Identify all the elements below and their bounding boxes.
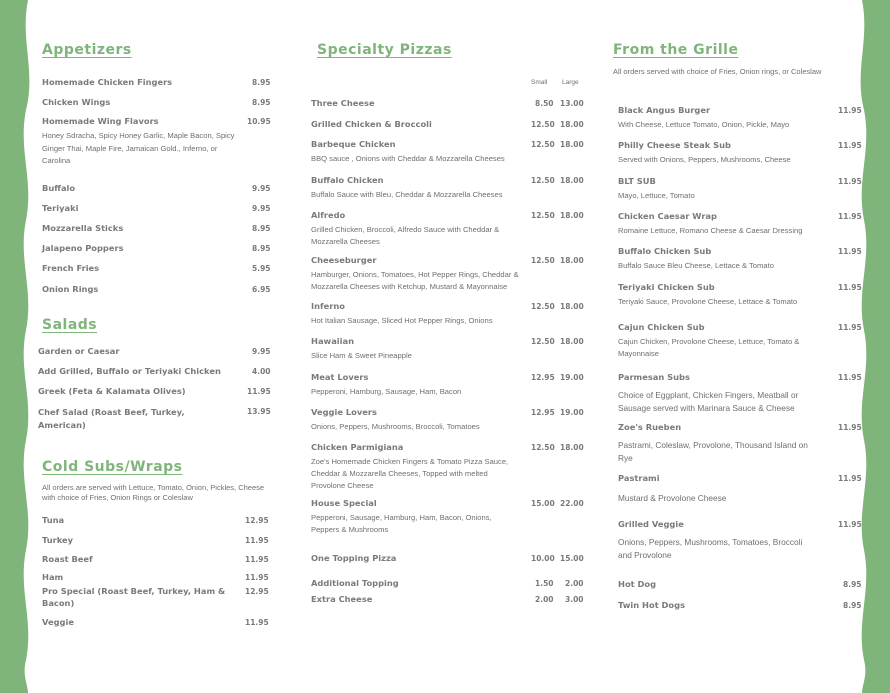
price-small: 1.50 (535, 579, 554, 588)
price-small: 12.95 (531, 373, 555, 382)
item-price: 11.95 (838, 177, 862, 186)
item-price: 8.95 (252, 244, 271, 253)
item-description: Hot Italian Sausage, Sliced Hot Pepper Rings, Onions (311, 316, 493, 325)
menu-item: Zoe's Rueben Pastrami, Coleslaw, Provolone, Thousand Island on Rye (618, 422, 823, 464)
item-description: Pepperoni, Sausage, Hamburg, Ham, Bacon, Onions, Peppers & Mushrooms (311, 513, 492, 534)
menu-item: Greek (Feta & Kalamata Olives) (38, 386, 186, 396)
menu-item: Teriyaki (42, 203, 79, 213)
menu-item: Grilled Veggie Onions, Peppers, Mushrooms, Tomatoes, Broccoli and Provolone (618, 519, 803, 560)
price-small: 12.95 (531, 408, 555, 417)
item-price: 10.95 (247, 117, 271, 126)
item-price: 6.95 (252, 285, 271, 294)
item-price: 12.95 (245, 516, 269, 525)
item-price: 12.95 (245, 587, 269, 596)
item-description: Onions, Peppers, Mushrooms, Broccoli, Tomatoes (311, 422, 480, 431)
item-description: BBQ sauce , Onions with Cheddar & Mozzarella Cheeses (311, 154, 505, 163)
item-price: 8.95 (252, 224, 271, 233)
price-small: 8.50 (535, 99, 554, 108)
menu-item: Turkey (42, 535, 74, 545)
item-description: With Cheese, Lettuce Tomato, Onion, Pickle, Mayo (618, 120, 790, 129)
size-large-header: Large (562, 79, 579, 86)
item-description: Onions, Peppers, Mushrooms, Tomatoes, Broccoli and Provolone (618, 537, 803, 560)
price-large: 22.00 (560, 499, 584, 508)
price-large: 18.00 (560, 256, 584, 265)
menu-item: Roast Beef (42, 554, 93, 564)
item-price: 11.95 (838, 474, 862, 483)
price-large: 19.00 (560, 408, 584, 417)
item-price: 11.95 (838, 423, 862, 432)
menu-item: Black Angus Burger With Cheese, Lettuce Tomato, Onion, Pickle, Mayo (618, 105, 828, 131)
menu-item: Chicken Caesar Wrap Romaine Lettuce, Romano Cheese & Caesar Dressing (618, 211, 828, 237)
item-price: 8.95 (252, 98, 271, 107)
price-small: 15.00 (531, 499, 555, 508)
price-small: 12.50 (531, 140, 555, 149)
item-price: 11.95 (245, 573, 269, 582)
menu-item: Garden or Caesar (38, 346, 120, 356)
price-large: 13.00 (560, 99, 584, 108)
item-description: Grilled Chicken, Broccoli, Alfredo Sauce with Cheddar & Mozzarella Cheeses (311, 225, 500, 246)
item-description: Slice Ham & Sweet Pineapple (311, 351, 412, 360)
menu-item: Buffalo Chicken Sub Buffalo Sauce Bleu Cheese, Lettace & Tomato (618, 246, 828, 272)
menu-item: Veggie (42, 617, 74, 627)
appetizers-title: Appetizers (42, 42, 132, 58)
price-large: 18.00 (560, 443, 584, 452)
menu-item: Onion Rings (42, 284, 99, 294)
item-description: Buffalo Sauce Bleu Cheese, Lettace & Tomato (618, 261, 774, 270)
item-price: 5.95 (252, 264, 271, 273)
item-price: 11.95 (245, 618, 269, 627)
item-price: 13.95 (247, 407, 271, 416)
menu-item: Buffalo (42, 183, 76, 193)
item-description: Choice of Eggplant, Chicken Fingers, Meatball or Sausage served with Marinara Sauce & Cheese (618, 390, 799, 413)
menu-item: Parmesan Subs Choice of Eggplant, Chicken Fingers, Meatball or Sausage served with Marinara Sauce & Cheese (618, 372, 823, 414)
menu-item: Barbeque Chicken BBQ sauce , Onions with Cheddar & Mozzarella Cheeses (311, 139, 526, 165)
price-large: 3.00 (565, 595, 584, 604)
pizzas-title: Specialty Pizzas (317, 42, 452, 58)
menu-item: Three Cheese (311, 98, 375, 108)
item-price: 11.95 (838, 520, 862, 529)
price-large: 15.00 (560, 554, 584, 563)
item-description: Hamburger, Onions, Tomatoes, Hot Pepper Rings, Cheddar & Mozzarella Cheeses with Ketchup, Mustard & Mayonnaise (311, 270, 519, 291)
menu-item: Hawaiian Slice Ham & Sweet Pineapple (311, 336, 526, 362)
price-small: 12.50 (531, 256, 555, 265)
menu-item: Meat Lovers Pepperoni, Hamburg, Sausage, Ham, Bacon (311, 372, 526, 398)
item-price: 11.95 (838, 247, 862, 256)
menu-item: French Fries (42, 263, 100, 273)
price-large: 19.00 (560, 373, 584, 382)
cold-subs-title: Cold Subs/Wraps (42, 459, 183, 475)
item-price: 11.95 (838, 141, 862, 150)
menu-item: Pro Special (Roast Beef, Turkey, Ham & Bacon) (42, 586, 226, 608)
menu-item: Grilled Chicken & Broccoli (311, 119, 432, 129)
item-price: 11.95 (838, 212, 862, 221)
item-description: Zoe's Homemade Chicken Fingers & Tomato Pizza Sauce, Cheddar & Mozzarella Cheeses, Topped with melted Provolone Cheese (311, 457, 509, 490)
menu-item: Chicken Wings (42, 97, 111, 107)
price-large: 2.00 (565, 579, 584, 588)
menu-item: Additional Topping (311, 578, 399, 588)
cold-subs-note: All orders are served with Lettuce, Tomato, Onion, Pickles, Cheese with choice of Fries, Onion Rings or Coleslaw (42, 483, 265, 502)
menu-item: Pastrami Mustard & Provolone Cheese (618, 473, 823, 505)
menu-item: Veggie Lovers Onions, Peppers, Mushrooms, Broccoli, Tomatoes (311, 407, 526, 433)
menu-item: Homemade Wing Flavors Honey Sdracha, Spicy Honey Garlic, Maple Bacon, Spicy Ginger Thai, Maple Fire, Jamaican Gold., Inferno, or Carolina (42, 116, 242, 168)
item-price: 9.95 (252, 204, 271, 213)
item-description: Served with Onions, Peppers, Mushrooms, Cheese (618, 155, 791, 164)
price-small: 12.50 (531, 211, 555, 220)
menu-item: Buffalo Chicken Buffalo Sauce with Bleu, Cheddar & Mozzarella Cheeses (311, 175, 526, 201)
price-large: 18.00 (560, 337, 584, 346)
menu-item: Homemade Chicken Fingers (42, 77, 173, 87)
menu-item: Jalapeno Poppers (42, 243, 124, 253)
item-price: 11.95 (838, 323, 862, 332)
item-price: 8.95 (843, 601, 862, 610)
item-price: 11.95 (838, 373, 862, 382)
grille-note: All orders served with choice of Fries, Onion rings, or Coleslaw (613, 67, 822, 76)
size-small-header: Small (531, 79, 548, 86)
price-large: 18.00 (560, 176, 584, 185)
item-description: Mayo, Lettuce, Tomato (618, 191, 695, 200)
price-small: 12.50 (531, 120, 555, 129)
price-small: 10.00 (531, 554, 555, 563)
price-large: 18.00 (560, 120, 584, 129)
item-description: Buffalo Sauce with Bleu, Cheddar & Mozzarella Cheeses (311, 190, 503, 199)
price-small: 12.50 (531, 176, 555, 185)
item-description: Pepperoni, Hamburg, Sausage, Ham, Bacon (311, 387, 462, 396)
price-small: 2.00 (535, 595, 554, 604)
item-price: 9.95 (252, 184, 271, 193)
price-small: 12.50 (531, 337, 555, 346)
item-price: 11.95 (245, 536, 269, 545)
menu-item: Twin Hot Dogs (618, 600, 686, 610)
menu-item: Philly Cheese Steak Sub Served with Onions, Peppers, Mushrooms, Cheese (618, 140, 828, 166)
menu-item: Extra Cheese (311, 594, 373, 604)
item-price: 11.95 (245, 555, 269, 564)
menu-item: Chef Salad (Roast Beef, Turkey, American) (38, 407, 185, 430)
item-description: Romaine Lettuce, Romano Cheese & Caesar Dressing (618, 226, 803, 235)
item-price: 4.00 (252, 367, 271, 376)
menu-item: One Topping Pizza (311, 553, 397, 563)
left-wavy-border (0, 0, 40, 693)
menu-item: Hot Dog (618, 579, 657, 589)
price-large: 18.00 (560, 211, 584, 220)
menu-item: House Special Pepperoni, Sausage, Hamburg, Ham, Bacon, Onions, Peppers & Mushrooms (311, 498, 511, 536)
menu-item: Ham (42, 572, 64, 582)
item-description: Honey Sdracha, Spicy Honey Garlic, Maple Bacon, Spicy Ginger Thai, Maple Fire, Jamaican Gold., Inferno, or Carolina (42, 131, 235, 165)
menu-item: Chicken Parmigiana Zoe's Homemade Chicken Fingers & Tomato Pizza Sauce, Cheddar & Mozzarella Cheeses, Topped with melted Provolone Cheese (311, 442, 521, 492)
price-small: 12.50 (531, 302, 555, 311)
item-price: 9.95 (252, 347, 271, 356)
item-price: 8.95 (252, 78, 271, 87)
grille-title: From the Grille (613, 42, 739, 58)
menu-item: Add Grilled, Buffalo or Teriyaki Chicken (38, 366, 221, 376)
item-price: 11.95 (838, 283, 862, 292)
menu-item: Inferno Hot Italian Sausage, Sliced Hot Pepper Rings, Onions (311, 301, 526, 327)
item-price: 8.95 (843, 580, 862, 589)
menu-item: Cajun Chicken Sub Cajun Chicken, Provolone Cheese, Lettuce, Tomato & Mayonnaise (618, 322, 823, 360)
salads-title: Salads (42, 317, 98, 333)
menu-item: Tuna (42, 515, 65, 525)
item-price: 11.95 (247, 387, 271, 396)
price-small: 12.50 (531, 443, 555, 452)
menu-item: BLT SUB Mayo, Lettuce, Tomato (618, 176, 828, 202)
menu-item: Teriyaki Chicken Sub Teriyaki Sauce, Provolone Cheese, Lettace & Tomato (618, 282, 828, 308)
menu-item: Alfredo Grilled Chicken, Broccoli, Alfredo Sauce with Cheddar & Mozzarella Cheeses (311, 210, 516, 248)
menu-item: Mozzarella Sticks (42, 223, 124, 233)
item-description: Pastrami, Coleslaw, Provolone, Thousand Island on Rye (618, 440, 808, 463)
item-price: 11.95 (838, 106, 862, 115)
item-description: Mustard & Provolone Cheese (618, 493, 727, 503)
price-large: 18.00 (560, 302, 584, 311)
menu-item: Cheeseburger Hamburger, Onions, Tomatoes, Hot Pepper Rings, Cheddar & Mozzarella Cheeses with Ketchup, Mustard & Mayonnaise (311, 255, 523, 293)
item-description: Teriyaki Sauce, Provolone Cheese, Lettace & Tomato (618, 297, 798, 306)
price-large: 18.00 (560, 140, 584, 149)
item-description: Cajun Chicken, Provolone Cheese, Lettuce, Tomato & Mayonnaise (618, 337, 800, 358)
